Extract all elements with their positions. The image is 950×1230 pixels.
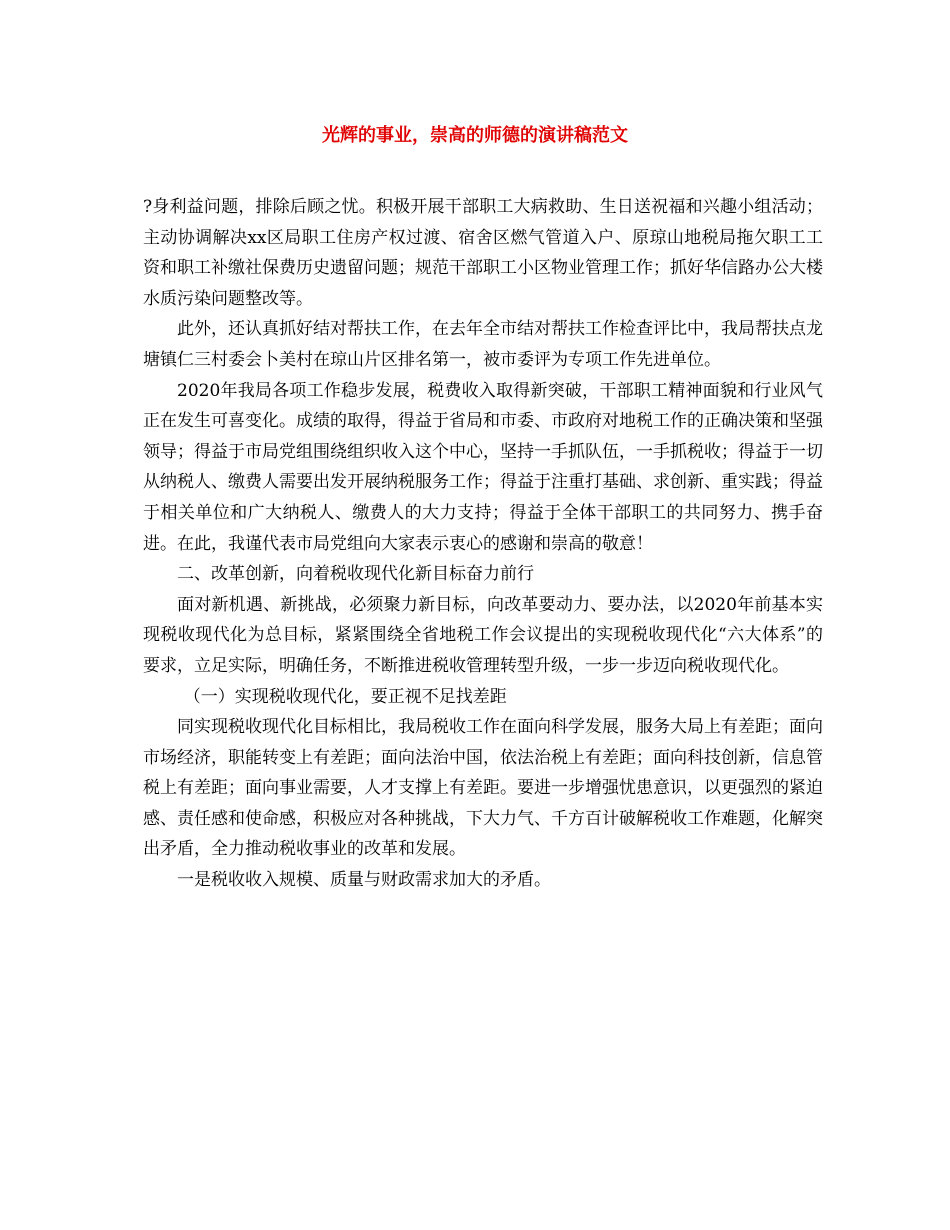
paragraph-1: ?身利益问题，排除后顾之忧。积极开展干部职工大病救助、生日送祝福和兴趣小组活动；主动协调解决xx区局职工住房产权过渡、宿舍区燃气管道入户、原琼山地税局拖欠职工工资和职工补缴社保费历史遗留问题；规范干部职工小区物业管理工作；抓好华信路办公大楼水质污染问题整改等。 bbox=[143, 197, 823, 309]
document-body bbox=[143, 192, 823, 896]
paragraph-7: 同实现税收现代化目标相比，我局税收工作在面向科学发展，服务大局上有差距；面向市场经济，职能转变上有差距；面向法治中国，依法治税上有差距；面向科技创新，信息管税上有差距；面向事业需要，人才支撑上有差距。要进一步增强忧患意识，以更强烈的紧迫感、责任感和使命感，积极应对各种挑战，下大力气、千方百计破解税收工作难题，化解突出矛盾，全力推动税收事业的改革和发展。 bbox=[143, 717, 823, 860]
subsection-heading-1: （一）实现税收现代化，要正视不足找差距 bbox=[183, 686, 507, 707]
paragraph-5: 面对新机遇、新挑战，必须聚力新目标，向改革要动力、要办法，以2020年前基本实现税收现代化为总目标，紧紧围绕全省地税工作会议提出的实现税收现代化“六大体系”的要求，立足实际，明确任务，不断推进税收管理转型升级，一步一步迈向税收现代化。 bbox=[143, 594, 823, 676]
paragraph-3: 2020年我局各项工作稳步发展，税费收入取得新突破，干部职工精神面貌和行业风气正在发生可喜变化。成绩的取得，得益于省局和市委、市政府对地税工作的正确决策和坚强领导；得益于市局党组围绕组织收入这个中心，坚持一手抓队伍，一手抓税收；得益于一切从纳税人、缴费人需要出发开展纳税服务工作；得益于注重打基础、求创新、重实践；得益于相关单位和广大纳税人、缴费人的大力支持；得益于全体干部职工的共同努力、携手奋进。在此，我谨代表市局党组向大家表示衷心的感谢和崇高的敬意！ bbox=[143, 380, 823, 554]
paragraph-8: 一是税收收入规模、质量与财政需求加大的矛盾。 bbox=[177, 870, 551, 891]
paragraph-2: 此外，还认真抓好结对帮扶工作，在去年全市结对帮扶工作检查评比中，我局帮扶点龙塘镇仁三村委会卜美村在琼山片区排名第一，被市委评为专项工作先进单位。 bbox=[143, 319, 823, 370]
section-heading-2: 二、改革创新，向着税收现代化新目标奋力前行 bbox=[177, 564, 534, 585]
document-title: 光辉的事业，崇高的师德的演讲稿范文 bbox=[322, 125, 628, 146]
